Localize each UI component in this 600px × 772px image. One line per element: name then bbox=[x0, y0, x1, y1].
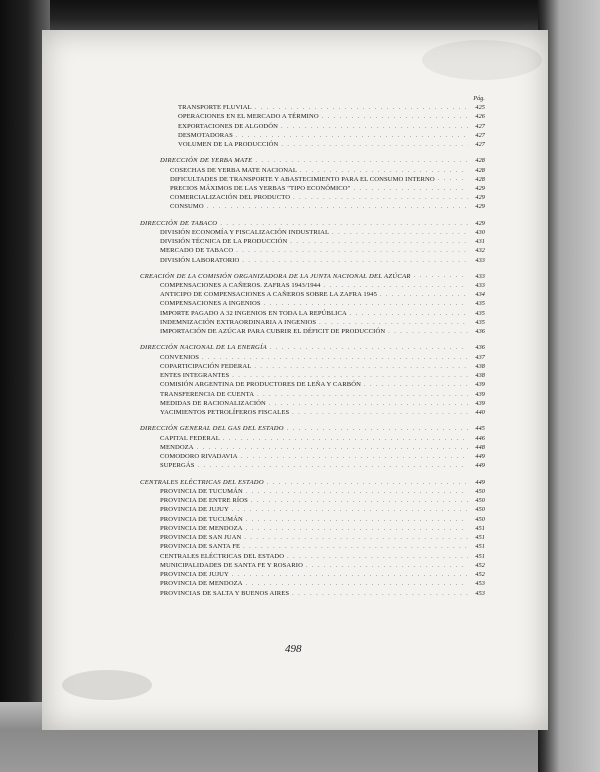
toc-entry-page: 445 bbox=[475, 425, 485, 433]
toc-entry bbox=[140, 309, 485, 318]
dot-leader bbox=[236, 247, 468, 256]
toc-entry-title: COMODORO RIVADAVIA bbox=[160, 453, 238, 460]
toc-entry-title: MEDIDAS DE RACIONALIZACIÓN bbox=[160, 399, 266, 407]
toc-entry-title: CONSUMO bbox=[170, 203, 204, 211]
toc-entry-title: DIRECCIÓN NACIONAL DE LA ENERGÍA bbox=[140, 344, 267, 352]
table-of-contents bbox=[140, 95, 485, 598]
toc-entry bbox=[140, 290, 485, 299]
toc-entry-title: DIRECCIÓN DE YERBA MATE bbox=[160, 157, 253, 165]
toc-entry-title: OPERACIONES EN EL MERCADO A TÉRMINO bbox=[178, 113, 319, 121]
toc-entry-title: PROVINCIA DE MENDOZA bbox=[160, 580, 243, 588]
toc-entry-title: IMPORTACIÓN DE AZÚCAR PARA CUBRIR EL DÉFICIT DE PRODUCCIÓN bbox=[160, 328, 386, 335]
toc-entry-title: VOLUMEN DE LA PRODUCCIÓN bbox=[178, 141, 279, 148]
dot-leader bbox=[332, 229, 468, 238]
toc-entry bbox=[140, 166, 485, 175]
toc-entry-page: 427 bbox=[475, 122, 485, 130]
toc-entry-page: 429 bbox=[475, 203, 485, 211]
toc-entry-title: CENTRALES ELÉCTRICAS DEL ESTADO bbox=[140, 478, 264, 486]
toc-section-heading bbox=[140, 478, 485, 487]
dot-leader bbox=[306, 562, 468, 571]
toc-entry-title: TRANSFERENCIA DE CUENTA bbox=[160, 390, 255, 398]
toc-entry-title: IMPORTE PAGADO A 32 INGENIOS EN TODA LA REPÚBLICA bbox=[160, 309, 347, 317]
toc-entry-page: 428 bbox=[475, 157, 485, 165]
toc-entry-title: ANTICIPO DE COMPENSACIONES A CAÑEROS SOBRE LA ZAFRA 1945 bbox=[160, 291, 377, 298]
toc-entry-title: DESMOTADORAS bbox=[178, 131, 233, 139]
toc-entry bbox=[140, 570, 485, 579]
toc-entry-page: 429 bbox=[475, 184, 485, 192]
toc-entry-title: MENDOZA bbox=[160, 443, 194, 451]
toc-entry-title: MUNICIPALIDADES DE SANTA FE Y ROSARIO bbox=[160, 561, 303, 569]
dot-leader bbox=[246, 488, 468, 497]
toc-entry bbox=[140, 390, 485, 399]
toc-entry-page: 427 bbox=[475, 131, 485, 139]
toc-entry-title: MERCADO DE TABACO bbox=[160, 247, 234, 255]
toc-entry bbox=[140, 533, 485, 542]
toc-entry-page: 430 bbox=[475, 228, 485, 236]
toc-entry bbox=[140, 202, 485, 211]
toc-entry bbox=[140, 112, 485, 121]
toc-entry-page: 433 bbox=[475, 281, 485, 289]
toc-entry-title: PROVINCIA DE MENDOZA bbox=[160, 524, 243, 532]
toc-entry bbox=[140, 461, 485, 470]
toc-entry-title: DIRECCIÓN GENERAL DEL GAS DEL ESTADO bbox=[140, 425, 284, 433]
dot-leader bbox=[267, 479, 468, 488]
toc-entry-page: 426 bbox=[475, 113, 485, 121]
toc-entry-page: 451 bbox=[475, 552, 485, 560]
toc-entry-page: 436 bbox=[475, 344, 485, 352]
toc-entry-page: 449 bbox=[475, 462, 485, 470]
toc-entry bbox=[140, 542, 485, 551]
toc-entry-page: 429 bbox=[475, 194, 485, 201]
toc-entry bbox=[140, 515, 485, 524]
toc-entry bbox=[140, 579, 485, 588]
scan-smudge bbox=[62, 670, 152, 700]
dot-leader bbox=[290, 238, 468, 247]
toc-entry-title: PROVINCIA DE ENTRE RÍOS bbox=[160, 497, 248, 504]
toc-entry bbox=[140, 131, 485, 140]
toc-entry-title: ENTES INTEGRANTES bbox=[160, 372, 230, 379]
toc-entry-title: DIVISIÓN ECONOMÍA Y FISCALIZACIÓN INDUSTRIAL bbox=[160, 228, 330, 236]
toc-entry-title: PROVINCIA DE TUCUMÁN bbox=[160, 515, 243, 523]
toc-section-heading bbox=[140, 272, 485, 281]
dot-leader bbox=[364, 381, 468, 390]
toc-entry bbox=[140, 434, 485, 443]
dot-leader bbox=[292, 409, 468, 418]
dot-leader bbox=[232, 571, 468, 580]
toc-entry-title: CAPITAL FEDERAL bbox=[160, 434, 220, 442]
toc-entry bbox=[140, 552, 485, 561]
toc-entry bbox=[140, 175, 485, 184]
toc-entry-page: 425 bbox=[475, 104, 485, 111]
toc-entry-title: PROVINCIA DE SANTA FE bbox=[160, 543, 241, 551]
page-number: 498 bbox=[285, 643, 302, 655]
dot-leader bbox=[223, 435, 468, 444]
toc-entry bbox=[140, 589, 485, 598]
toc-entry-page: 433 bbox=[475, 256, 485, 264]
toc-section-heading bbox=[140, 219, 485, 228]
toc-entry bbox=[140, 496, 485, 505]
toc-entry-page: 450 bbox=[475, 506, 485, 514]
toc-entry-title: COMISIÓN ARGENTINA DE PRODUCTORES DE LEÑA Y CARBÓN bbox=[160, 381, 361, 389]
toc-entry-page: 428 bbox=[475, 175, 485, 183]
page-column-header: Pág. bbox=[473, 96, 485, 102]
toc-entry-page: 435 bbox=[475, 309, 485, 317]
toc-entry-title: SUPERGÁS bbox=[160, 462, 195, 470]
toc-entry-page: 439 bbox=[475, 399, 485, 407]
toc-entry-page: 452 bbox=[475, 571, 485, 578]
toc-entry-title: COPARTICIPACIÓN FEDERAL bbox=[160, 362, 252, 370]
toc-entry-page: 449 bbox=[475, 453, 485, 460]
toc-entry bbox=[140, 193, 485, 202]
toc-entry bbox=[140, 237, 485, 246]
dot-leader bbox=[269, 400, 468, 409]
toc-entry-title: INDEMNIZACIÓN EXTRAORDINARIA A INGENIOS bbox=[160, 318, 317, 326]
toc-entry-page: 431 bbox=[475, 238, 485, 245]
toc-section-heading bbox=[140, 156, 485, 165]
toc-entry-title: TRANSPORTE FLUVIAL bbox=[178, 104, 252, 111]
toc-entry-title: PROVINCIA DE JUJUY bbox=[160, 571, 229, 578]
dot-leader bbox=[254, 363, 468, 372]
toc-entry-page: 429 bbox=[475, 219, 485, 227]
toc-entry-page: 453 bbox=[475, 589, 485, 597]
toc-entry bbox=[140, 408, 485, 417]
toc-entry-page: 448 bbox=[475, 443, 485, 451]
toc-entry-title: COMPENSACIONES A CAÑEROS. ZAFRAS 1943/1944 bbox=[160, 281, 321, 289]
toc-entry-page: 428 bbox=[475, 166, 485, 174]
toc-entry-page: 451 bbox=[475, 524, 485, 532]
dot-leader bbox=[287, 425, 468, 434]
toc-entry-page: 451 bbox=[475, 543, 485, 551]
toc-entry-title: COSECHAS DE YERBA MATE NACIONAL bbox=[170, 166, 298, 174]
dot-leader bbox=[414, 272, 468, 281]
dot-leader bbox=[281, 141, 468, 150]
toc-entry-page: 439 bbox=[475, 390, 485, 398]
dot-leader bbox=[438, 175, 468, 184]
toc-entry-page: 435 bbox=[475, 318, 485, 326]
dot-leader bbox=[257, 391, 468, 400]
toc-entry-page: 453 bbox=[475, 580, 485, 588]
toc-entry bbox=[140, 256, 485, 265]
dot-leader bbox=[322, 113, 468, 122]
toc-entry-title: YACIMIENTOS PETROLÍFEROS FISCALES bbox=[160, 409, 290, 416]
toc-entry-title: EXPORTACIONES DE ALGODÓN bbox=[178, 122, 279, 130]
toc-entry bbox=[140, 353, 485, 362]
toc-entry-page: 446 bbox=[475, 434, 485, 442]
toc-entry-page: 440 bbox=[475, 409, 485, 416]
dot-leader bbox=[246, 525, 468, 534]
toc-entry bbox=[140, 140, 485, 149]
toc-entry-page: 435 bbox=[475, 300, 485, 308]
scan-smudge bbox=[422, 40, 542, 80]
toc-entry-title: DIVISIÓN LABORATORIO bbox=[160, 256, 240, 264]
dot-leader bbox=[281, 123, 468, 132]
toc-entry-page: 449 bbox=[475, 478, 485, 486]
dot-leader bbox=[270, 344, 468, 353]
dot-leader bbox=[380, 291, 468, 300]
toc-entry bbox=[140, 487, 485, 496]
dot-leader bbox=[292, 590, 468, 599]
toc-entry-page: 439 bbox=[475, 381, 485, 389]
toc-entry-title: COMERCIALIZACIÓN DEL PRODUCTO bbox=[170, 194, 291, 201]
toc-entry-title: PRECIOS MÁXIMOS DE LAS YERBAS "TIPO ECONÓMICO" bbox=[170, 184, 351, 192]
dot-leader bbox=[293, 194, 468, 203]
dot-leader bbox=[242, 257, 468, 266]
toc-entry-title: PROVINCIA DE JUJUY bbox=[160, 506, 229, 514]
toc-entry-title: DIRECCIÓN DE TABACO bbox=[140, 219, 218, 227]
toc-entry bbox=[140, 318, 485, 327]
toc-entry bbox=[140, 524, 485, 533]
toc-entry bbox=[140, 362, 485, 371]
toc-entry bbox=[140, 371, 485, 380]
toc-entry-title: COMPENSACIONES A INGENIOS bbox=[160, 300, 261, 308]
toc-entry-page: 450 bbox=[475, 497, 485, 504]
toc-entry bbox=[140, 228, 485, 237]
toc-entry-page: 432 bbox=[475, 247, 485, 255]
toc-entry-page: 452 bbox=[475, 561, 485, 569]
toc-section-heading bbox=[140, 343, 485, 352]
dot-leader bbox=[353, 185, 468, 194]
toc-entry-page: 438 bbox=[475, 362, 485, 370]
toc-entry-title: CREACIÓN DE LA COMISIÓN ORGANIZADORA DE LA JUNTA NACIONAL DEL AZÚCAR bbox=[140, 272, 411, 280]
toc-entry-title: PROVINCIA DE TUCUMÁN bbox=[160, 487, 243, 495]
toc-entry-page: 450 bbox=[475, 487, 485, 495]
toc-section-heading bbox=[140, 424, 485, 433]
dot-leader bbox=[388, 328, 468, 337]
toc-entry bbox=[140, 399, 485, 408]
toc-entry-title: PROVINCIA DE SAN JUAN bbox=[160, 534, 242, 541]
toc-entry bbox=[140, 452, 485, 461]
toc-entry bbox=[140, 122, 485, 131]
toc-entry-page: 436 bbox=[475, 328, 485, 335]
toc-entry bbox=[140, 103, 485, 112]
toc-entry-title: DIFICULTADES DE TRANSPORTE Y ABASTECIMIENTO PARA EL CONSUMO INTERNO bbox=[170, 175, 435, 183]
toc-entry-page: 450 bbox=[475, 515, 485, 523]
toc-entry-page: 437 bbox=[475, 353, 485, 361]
toc-entry bbox=[140, 246, 485, 255]
toc-entry-title: CENTRALES ELÉCTRICAS DEL ESTADO bbox=[160, 552, 285, 560]
dot-leader bbox=[350, 310, 468, 319]
toc-entry bbox=[140, 443, 485, 452]
dot-leader bbox=[207, 203, 468, 212]
toc-entry bbox=[140, 505, 485, 514]
dot-leader bbox=[244, 534, 468, 543]
toc-entry-page: 451 bbox=[475, 534, 485, 541]
toc-entry bbox=[140, 380, 485, 389]
toc-entry-page: 434 bbox=[475, 291, 485, 298]
dot-leader bbox=[232, 506, 468, 515]
toc-entry bbox=[140, 281, 485, 290]
toc-entry-title: CONVENIOS bbox=[160, 353, 199, 361]
toc-entry-title: PROVINCIAS DE SALTA Y BUENOS AIRES bbox=[160, 589, 290, 597]
toc-entry bbox=[140, 184, 485, 193]
toc-entry-page: 427 bbox=[475, 141, 485, 148]
dot-leader bbox=[246, 516, 468, 525]
toc-entry bbox=[140, 327, 485, 336]
dot-leader bbox=[251, 497, 468, 506]
toc-entry bbox=[140, 561, 485, 570]
toc-entry-page: 438 bbox=[475, 372, 485, 379]
dot-leader bbox=[198, 462, 468, 471]
toc-entry-page: 433 bbox=[475, 272, 485, 280]
toc-entry-title: DIVISIÓN TÉCNICA DE LA PRODUCCIÓN bbox=[160, 238, 288, 245]
dot-leader bbox=[287, 553, 468, 562]
dot-leader bbox=[241, 453, 468, 462]
toc-entry bbox=[140, 299, 485, 308]
